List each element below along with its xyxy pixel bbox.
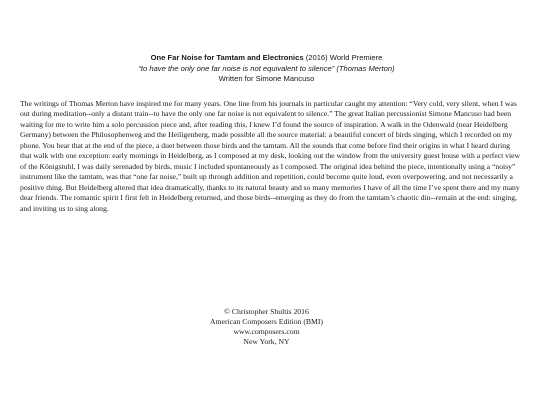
publisher-line: American Composers Edition (BMI) [210, 317, 323, 326]
document-footer [0, 307, 533, 347]
title-line [0, 53, 533, 64]
location-line: New York, NY [243, 337, 290, 346]
website-line: www.composers.com [233, 327, 300, 336]
epigraph-quote: “to have the only one far noise is not equivalent to silence” (Thomas Merton) [138, 63, 395, 73]
copyright-line: © Christopher Shultis 2016 [224, 307, 309, 316]
program-note [20, 99, 522, 214]
piece-title: One Far Noise for Tamtam and Electronics [150, 53, 304, 62]
dedication: Written for Simone Mancuso [218, 74, 315, 83]
premiere-note: (2016) World Premiere [303, 53, 383, 62]
document-header [0, 53, 533, 85]
program-note-paragraph: The writings of Thomas Merton have inspired me for many years. One line from his journals in particular caught my attention: “Very cold, very silent, when I was out during meditation--only a distant train--to have the only one far noise is not equivalent to silence.” The great Italian percussionist Simone Mancuso had been waiting for me to write him a solo percussion piece and, after reading this, I knew I’d found the source of inspiration. A walk in the Odenwald (near Heidelberg Germany) between the Philosophenweg and the Heiligenberg, made possible all the source material: a beautiful concert of birds singing, which I recorded on my phone. You hear that at the end of the piece, a duet between those birds and the tamtam. All the sounds that come before find their origins in what I heard during that walk with one exception: early mornings in Heidelberg, as I composed at my desk, looking out the window from the university guest house with a perfect view of the Königstuhl, I was daily serenaded by birds, music I included spontaneously as I composed. The original idea behind the piece, intentionally using a “noisy” instrument like the tamtam, was that “one far noise,” built up through addition and repetition, could become quite loud, even overpowering, and not necessarily a positive thing. But Heidelberg altered that idea dramatically, thanks to its natural beauty and so many memories I have of all the time I’ve spent there and my many dear friends. The romantic spirit I first felt in Heidelberg returned, and those birds--emerging as they do from the tamtam’s chaotic din--remain at the end: singing, and inviting us to sing along. [20, 99, 520, 213]
